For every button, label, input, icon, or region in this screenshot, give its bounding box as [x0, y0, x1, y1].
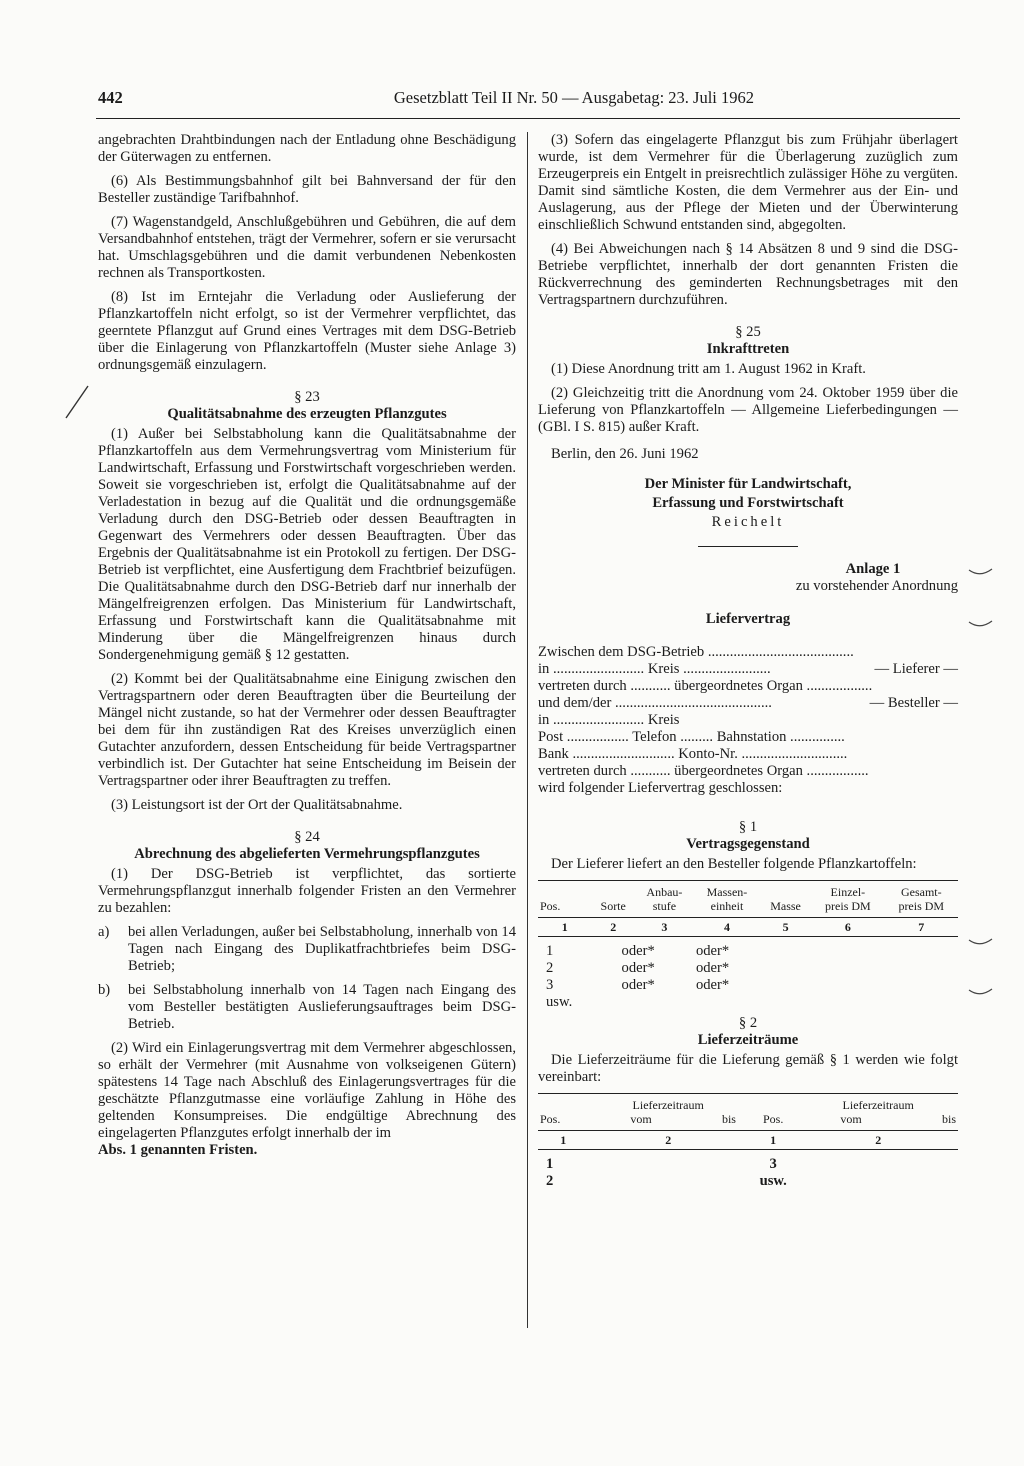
form-line	[538, 729, 958, 746]
form-line	[538, 695, 958, 712]
col-number: 1	[538, 918, 592, 937]
table-row	[538, 1173, 958, 1190]
right-column	[538, 132, 958, 1190]
form-line	[538, 746, 958, 763]
running-title: Gesetzblatt Teil II Nr. 50 — Ausgabetag: 23. Juli 1962	[393, 88, 754, 107]
form-section-1-title: Vertragsgegenstand	[686, 836, 810, 852]
col-number: 2	[588, 1131, 748, 1150]
section-23-paragraph-3: (3) Leistungsort ist der Ort der Qualitätsabnahme.	[111, 797, 403, 813]
col-header-from: vom	[840, 1112, 862, 1126]
col-header-to: bis	[721, 1112, 736, 1126]
section-24-paragraph-1: (1) Der DSG-Betrieb ist verpflichtet, das sortierte Vermehrungspflanzgut innerhalb folgender Fristen an den Vermehrer zu bezahlen:	[98, 866, 516, 916]
delivery-periods-table	[538, 1093, 958, 1190]
margin-mark	[968, 566, 994, 580]
form-line	[538, 678, 958, 695]
col-header: Anbau- stufe	[635, 881, 694, 918]
table-row	[538, 943, 958, 960]
cell: oder*	[695, 977, 730, 993]
col-header	[798, 1094, 958, 1131]
signature-rule	[698, 546, 798, 547]
form-line	[538, 644, 958, 661]
col-number: 3	[635, 918, 694, 937]
form-fields	[538, 644, 958, 797]
form-line-text: Zwischen dem DSG-Betrieb ........................................	[538, 644, 854, 660]
form-section-1-number: § 1	[738, 819, 758, 835]
col-header-label: Lieferzeitraum	[632, 1098, 704, 1112]
col-header-label: Lieferzeitraum	[842, 1098, 914, 1112]
form-line-text: vertreten durch ........... übergeordnetes Organ .................	[538, 763, 869, 779]
col-number: 5	[760, 918, 811, 937]
cell: usw.	[546, 994, 573, 1010]
section-23-paragraph-2: (2) Kommt bei der Qualitätsabnahme eine Einigung zwischen den Vertragspartnern oder deren Beauftragten über die Beurteilung der Mängel nicht zustande, so hat der Vermehrer oder dessen Beauftragter bei dem für ihn zuständigen Rat des Kreises unverzüglich einen Gutachter anzufordern, dessen Entscheidung für beide Vertragspartner verbindlich ist. Der Gutachter hat seine Entscheidung im Beisein der Vertragspartner oder ihrer Beauftragten zu treffen.	[98, 671, 516, 789]
cell: 2	[546, 1173, 554, 1189]
form-section-2-title: Lieferzeiträume	[697, 1032, 799, 1048]
cell: usw.	[759, 1173, 787, 1189]
form-title: Liefervertrag	[705, 611, 791, 627]
cell: 2	[546, 960, 554, 976]
section-24-title: Abrechnung des abgelieferten Vermehrungspflanzgutes	[134, 846, 480, 862]
cell: oder*	[695, 960, 730, 976]
form-line	[538, 763, 958, 780]
section-23-paragraph-1: (1) Außer bei Selbstabholung kann die Qualitätsabnahme der Pflanzkartoffeln aus dem Vermehrungsvertrag vom Ministerium für Landwirtschaft, Erfassung und Forstwirtschaft vorgeschrieben werden. Soweit sie vorgeschrieben ist, erfolgt die Qualitätsabnahme auf der Verladestation in bezug auf die Qualität und die ordnungsgemäße Verladung durch den DSG-Betrieb oder dessen Beauftragten in Gegenwart des Vermehrers oder dessen Beauftragten. Über das Ergebnis der Qualitätsabnahme ist ein Protokoll zu fertigen. Der DSG-Betrieb ist verpflichtet, eine Ausfertigung dem Frachtbrief beizufügen. Die Qualitätsabnahme durch den DSG-Betrieb darf nur innerhalb der Mängelfreigrenzen erfolgen. Das Ministerium für Landwirtschaft, Erfassung und Forstwirtschaft kann die Qualitätsabnahme mit Minderung über die Mängelfreigrenzen hinaus durch Sondergenehmigung gemäß § 12 gestatten.	[98, 426, 516, 663]
section-24-paragraph-2-end: Abs. 1 genannten Fristen.	[98, 1142, 258, 1158]
pen-mark	[62, 382, 92, 422]
page-header	[98, 88, 754, 114]
section-25-paragraph-2: (2) Gleichzeitig tritt die Anordnung vom 24. Oktober 1959 über die Lieferung von Pflanzkartoffeln — Allgemeine Lieferbedingungen — (GBl. I S. 815) außer Kraft.	[538, 385, 958, 435]
form-section-1-text: Der Lieferer liefert an den Besteller folgende Pflanzkartoffeln:	[551, 856, 917, 872]
annex-label: Anlage 1	[845, 561, 901, 577]
paragraph-8: (8) Ist im Erntejahr die Verladung oder Auslieferung der Pflanzkartoffeln nicht erfolgt, so ist der Vermehrer verpflichtet, das geerntete Pflanzgut auf Grund eines Vertrages mit dem DSG-Betrieb über die Einlagerung von Pflanzkartoffeln (Muster siehe Anlage 3) ordnungsgemäß einzulagern.	[98, 289, 516, 373]
place-date: Berlin, den 26. Juni 1962	[551, 446, 699, 462]
annex-heading	[538, 561, 958, 595]
col-header: Gesamt- preis DM	[885, 881, 958, 918]
cell: oder*	[621, 943, 655, 959]
list-item-a	[98, 924, 516, 975]
form-line-text: wird folgender Liefervertrag geschlossen:	[538, 780, 783, 796]
left-column	[98, 132, 516, 1166]
margin-mark	[968, 936, 994, 950]
signature-name: Reichelt	[711, 514, 785, 530]
paragraph-7: (7) Wagenstandgeld, Anschlußgebühren und Gebühren, die auf dem Versandbahnhof entstehen, trägt der Vermehrer, sofern er sie verursacht hat. Umschlagsgebühren und die damit verbundenen Nebenkosten rechnen als Transportkosten.	[98, 214, 516, 281]
section-25-number: § 25	[735, 324, 761, 340]
paragraph-continued: angebrachten Drahtbindungen nach der Entladung ohne Beschädigung der Güterwagen zu entfernen.	[98, 132, 516, 165]
list-label: a)	[98, 924, 110, 940]
col-header: Einzel- preis DM	[811, 881, 884, 918]
col-number: 2	[798, 1131, 958, 1150]
page-number: 442	[98, 88, 123, 107]
section-23-title: Qualitätsabnahme des erzeugten Pflanzgutes	[167, 406, 447, 422]
col-number: 7	[885, 918, 958, 937]
margin-mark	[968, 986, 994, 1000]
form-line	[538, 661, 958, 678]
section-25-paragraph-1: (1) Diese Anordnung tritt am 1. August 1962 in Kraft.	[551, 361, 866, 377]
margin-mark	[968, 618, 994, 632]
cell: 3	[546, 977, 554, 993]
col-header: Pos.	[538, 881, 592, 918]
form-line-text: Post ................. Telefon ......... Bahnstation ...............	[538, 729, 845, 745]
form-line-text: vertreten durch ........... übergeordnetes Organ ..................	[538, 678, 873, 694]
items-table	[538, 880, 958, 1011]
cell: 3	[769, 1156, 777, 1172]
paragraph-3: (3) Sofern das eingelagerte Pflanzgut bis zum Frühjahr überlagert wurde, ist dem Vermehrer für die Überlagerung zuzüglich zum Erzeugerpreis ein Entgelt in preisrechtlich zulässiger Höhe zu vergüten. Damit sind sämtliche Kosten, die dem Vermehrer aus der Ein- und Auslagerung, aus der Pflege der Mieten und der Überwinterung einschließlich Schwund entstanden sind, abgegolten.	[538, 132, 958, 233]
paragraph-6: (6) Als Bestimmungsbahnhof gilt bei Bahnversand der für den Besteller zuständige Tarifbahnhof.	[98, 173, 516, 206]
form-section-2-number: § 2	[738, 1015, 758, 1031]
form-line	[538, 780, 958, 797]
list-text: bei allen Verladungen, außer bei Selbstabholung, innerhalb von 14 Tagen nach Eingang des Duplikatfrachtbriefes beim DSG-Betrieb;	[128, 924, 516, 974]
col-number: 4	[694, 918, 760, 937]
col-header-from: vom	[630, 1112, 652, 1126]
col-header	[588, 1094, 748, 1131]
col-header: Pos.	[538, 1094, 588, 1131]
table-row	[538, 1156, 958, 1173]
col-number: 1	[748, 1131, 798, 1150]
cell: 1	[546, 943, 554, 959]
form-line-text: in ......................... Kreis ........................	[538, 661, 771, 677]
table-row	[538, 977, 958, 994]
form-line-text: Bank ............................ Konto-Nr. .............................	[538, 746, 848, 762]
section-24-number: § 24	[294, 829, 320, 845]
list-label: b)	[98, 982, 111, 998]
signature-line-2: Erfassung und Forstwirtschaft	[652, 495, 844, 511]
section-24-paragraph-2: (2) Wird ein Einlagerungsvertrag mit dem Vermehrer abgeschlossen, so erhält der Vermehrer (mit Ausnahme von volkseigenen Gütern) spätestens 14 Tage nach Abschluß des Einlagerungsvertrages für die geschätzte Pflanzgutmasse eine vorläufige Zahlung in Höhe des geltenden Konsumpreises. Die endgültige Abrechnung des eingelagerten Pflanzgutes erfolgt innerhalb der im	[98, 1040, 516, 1141]
section-25-title: Inkrafttreten	[706, 341, 790, 357]
column-divider	[527, 132, 528, 1328]
col-number: 6	[811, 918, 884, 937]
form-line-role: — Besteller —	[869, 695, 958, 711]
col-header: Pos.	[748, 1094, 798, 1131]
list-item-b	[98, 982, 516, 1033]
col-header-to: bis	[941, 1112, 956, 1126]
table-row	[538, 960, 958, 977]
col-number: 2	[592, 918, 635, 937]
annex-subtitle: zu vorstehender Anordnung	[795, 578, 958, 594]
paragraph-4: (4) Bei Abweichungen nach § 14 Absätzen 8 und 9 sind die DSG-Betriebe verpflichtet, innerhalb der dort genannten Fristen die Rückverrechnung des geminderten Rechnungsbetrages mit den Vertragspartnern durchzuführen.	[538, 241, 958, 308]
form-line-text: in ......................... Kreis	[538, 712, 680, 728]
section-23-number: § 23	[294, 389, 320, 405]
form-line	[538, 712, 958, 729]
form-section-2-text: Die Lieferzeiträume für die Lieferung gemäß § 1 werden wie folgt vereinbart:	[538, 1052, 958, 1085]
col-header: Massen- einheit	[694, 881, 760, 918]
cell: oder*	[621, 960, 655, 976]
table-row	[538, 994, 958, 1011]
header-rule	[96, 118, 960, 119]
col-number: 1	[538, 1131, 588, 1150]
form-line-text: und dem/der ...........................................	[538, 695, 772, 711]
cell: oder*	[695, 943, 730, 959]
signature-line-1: Der Minister für Landwirtschaft,	[644, 476, 852, 492]
form-line-role: — Lieferer —	[874, 661, 958, 677]
list-text: bei Selbstabholung innerhalb von 14 Tagen nach Eingang des vom Besteller bestätigten Auslieferungsauftrages beim DSG-Betrieb.	[128, 982, 516, 1032]
col-header: Masse	[760, 881, 811, 918]
cell: 1	[546, 1156, 554, 1172]
col-header: Sorte	[592, 881, 635, 918]
cell: oder*	[621, 977, 655, 993]
